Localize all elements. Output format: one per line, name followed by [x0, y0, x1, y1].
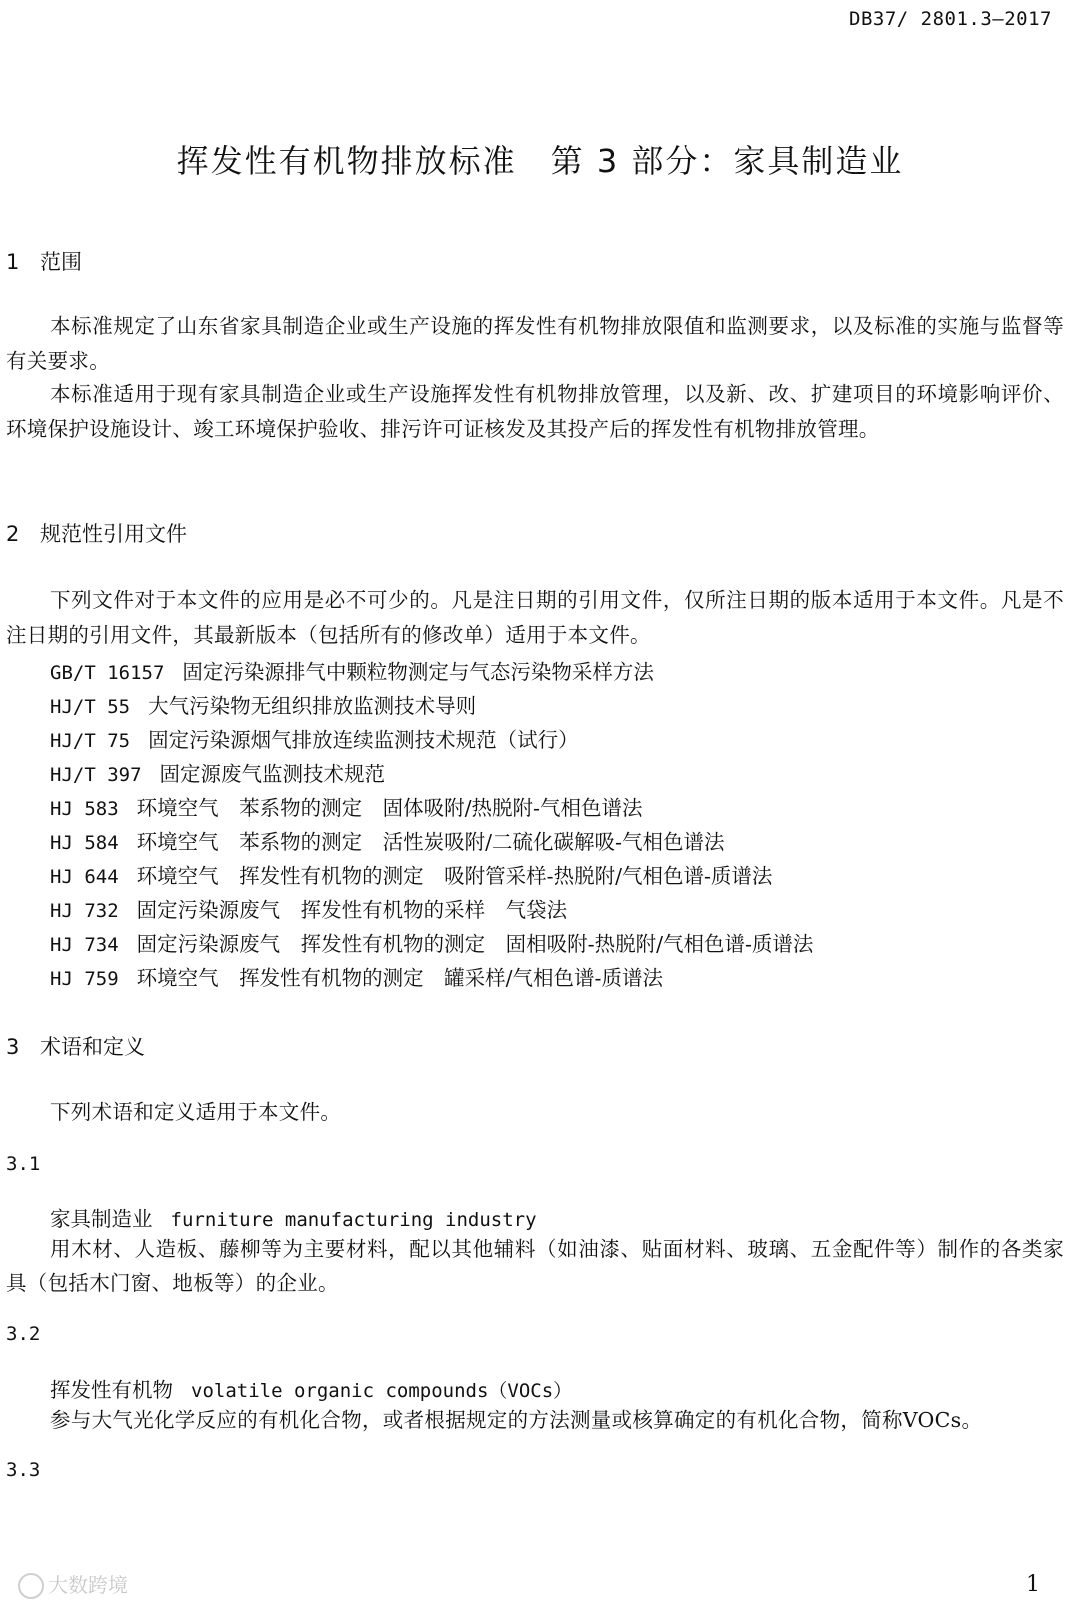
- reference-item: [50, 689, 476, 719]
- reference-code: HJ/T 55: [50, 696, 131, 718]
- reference-item: [50, 859, 772, 889]
- page-number: 1: [1026, 1572, 1040, 1597]
- reference-code: HJ 734: [50, 934, 119, 956]
- reference-title: 固定污染源废气 挥发性有机物的测定 固相吸附-热脱附/气相色谱-质谱法: [136, 932, 814, 956]
- scope-paragraph-2: 本标准适用于现有家具制造企业或生产设施挥发性有机物排放管理，以及新、改、扩建项目的环境影响评价、环境保护设施设计、竣工环境保护验收、排污许可证核发及其投产后的挥发性有机物排放管理。: [6, 382, 1064, 441]
- scope-paragraph-1: 本标准规定了山东省家具制造企业或生产设施的挥发性有机物排放限值和监测要求，以及标准的实施与监督等有关要求。: [6, 314, 1064, 373]
- reference-code: HJ/T 397: [50, 764, 142, 786]
- reference-item: [50, 961, 663, 991]
- reference-item: [50, 655, 654, 685]
- reference-title: 环境空气 挥发性有机物的测定 吸附管采样-热脱附/气相色谱-质谱法: [136, 864, 773, 888]
- section-heading-terms: [6, 1031, 145, 1061]
- reference-item: [50, 927, 813, 957]
- term-number: 3.1: [6, 1153, 41, 1175]
- section-number: 3: [6, 1035, 20, 1059]
- terms-intro: 下列术语和定义适用于本文件。: [50, 1100, 342, 1124]
- reference-title: 固定污染源烟气排放连续监测技术规范（试行）: [148, 728, 579, 752]
- watermark: [18, 1569, 128, 1600]
- section-title: 范围: [40, 250, 82, 274]
- term-chinese: 挥发性有机物: [50, 1378, 173, 1402]
- term-english: furniture manufacturing industry: [170, 1209, 537, 1231]
- section-number: 2: [6, 522, 20, 546]
- term-english: volatile organic compounds（VOCs）: [191, 1380, 573, 1402]
- watermark-logo-icon: [18, 1573, 44, 1599]
- reference-title: 环境空气 挥发性有机物的测定 罐采样/气相色谱-质谱法: [136, 966, 663, 990]
- term-number: 3.3: [6, 1459, 41, 1481]
- reference-title: 固定源废气监测技术规范: [159, 762, 386, 786]
- section-heading-references: [6, 518, 187, 548]
- document-title: 挥发性有机物排放标准 第 3 部分：家具制造业: [176, 142, 904, 180]
- reference-title: 环境空气 苯系物的测定 固体吸附/热脱附-气相色谱法: [136, 796, 643, 820]
- term-chinese: 家具制造业: [50, 1207, 153, 1231]
- reference-item: [50, 825, 724, 855]
- reference-title: 固定污染源排气中颗粒物测定与气态污染物采样方法: [182, 660, 654, 684]
- reference-code: HJ 644: [50, 866, 119, 888]
- section-title: 术语和定义: [40, 1035, 145, 1059]
- reference-code: HJ 583: [50, 798, 119, 820]
- reference-title: 大气污染物无组织排放监测技术导则: [148, 694, 477, 718]
- reference-code: HJ 584: [50, 832, 119, 854]
- references-intro: 下列文件对于本文件的应用是必不可少的。凡是注日期的引用文件，仅所注日期的版本适用于本文件。凡是不注日期的引用文件，其最新版本（包括所有的修改单）适用于本文件。: [6, 588, 1064, 647]
- section-heading-scope: [6, 246, 82, 276]
- term-definition: 用木材、人造板、藤柳等为主要材料，配以其他辅料（如油漆、贴面材料、玻璃、五金配件等）制作的各类家具（包括木门窗、地板等）的企业。: [6, 1237, 1064, 1295]
- reference-code: HJ 732: [50, 900, 119, 922]
- reference-code: HJ/T 75: [50, 730, 131, 752]
- reference-code: HJ 759: [50, 968, 119, 990]
- document-code: DB37/ 2801.3—2017: [849, 8, 1052, 30]
- reference-item: [50, 757, 385, 787]
- reference-item: [50, 791, 642, 821]
- watermark-text: 大数跨境: [48, 1572, 128, 1597]
- term-name: [50, 1373, 572, 1403]
- reference-item: [50, 893, 567, 923]
- section-title: 规范性引用文件: [40, 522, 187, 546]
- term-number: 3.2: [6, 1323, 41, 1345]
- reference-code: GB/T 16157: [50, 662, 165, 684]
- reference-title: 环境空气 苯系物的测定 活性炭吸附/二硫化碳解吸-气相色谱法: [136, 830, 725, 854]
- term-definition: 参与大气光化学反应的有机化合物，或者根据规定的方法测量或核算确定的有机化合物，简称VOCs。: [50, 1408, 983, 1432]
- term-name: [50, 1202, 537, 1232]
- section-number: 1: [6, 250, 20, 274]
- reference-title: 固定污染源废气 挥发性有机物的采样 气袋法: [136, 898, 568, 922]
- reference-item: [50, 723, 579, 753]
